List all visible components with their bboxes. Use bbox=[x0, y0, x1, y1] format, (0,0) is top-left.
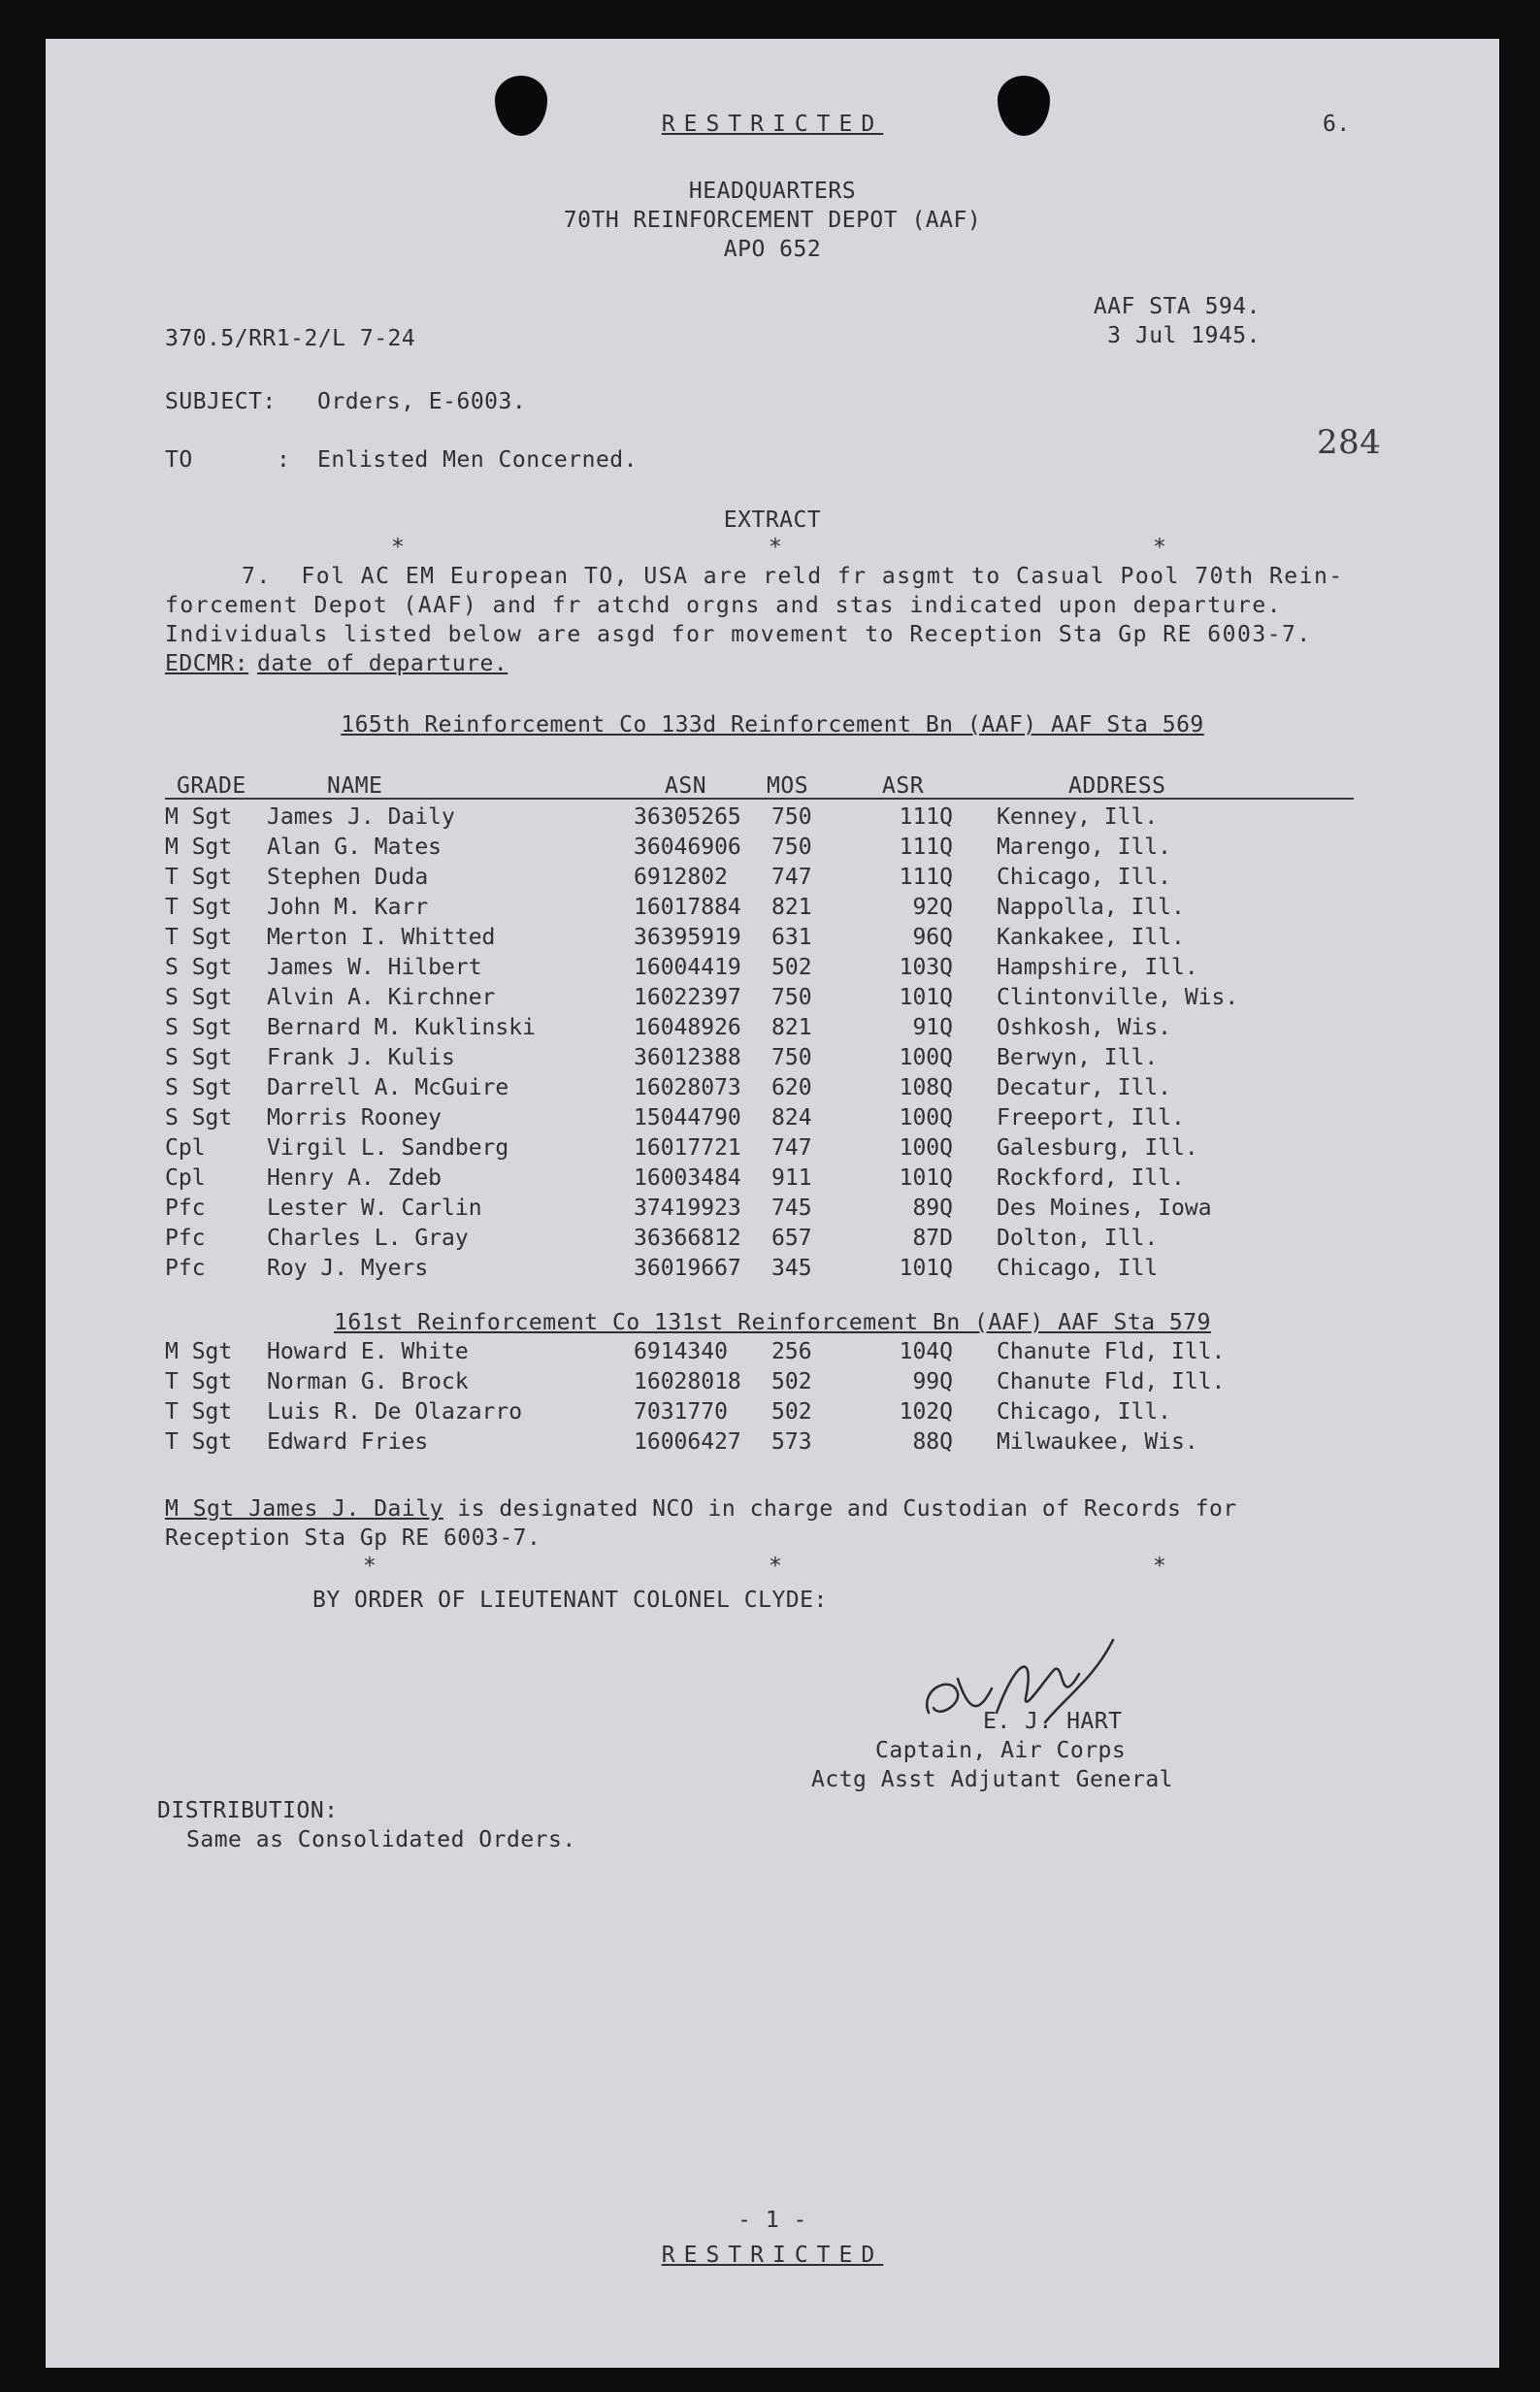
subject-label: SUBJECT: bbox=[165, 389, 277, 414]
cell-asn: 16003484 bbox=[634, 1165, 741, 1191]
cell-grade: M Sgt bbox=[165, 835, 233, 860]
paragraph-line-1: 7. Fol AC EM European TO, USA are reld fr asgmt to Casual Pool 70th Rein- bbox=[242, 564, 1344, 589]
cell-asr: 103Q bbox=[899, 955, 953, 980]
cell-grade: Pfc bbox=[165, 1256, 206, 1281]
cell-asr: 88Q bbox=[912, 1429, 953, 1455]
cell-asr: 102Q bbox=[899, 1399, 953, 1425]
file-reference: 370.5/RR1-2/L 7-24 bbox=[165, 326, 416, 351]
cell-address: Nappolla, Ill. bbox=[997, 895, 1185, 920]
cell-address: Decatur, Ill. bbox=[997, 1075, 1172, 1100]
cell-mos: 345 bbox=[771, 1256, 812, 1281]
asterisk-5: * bbox=[769, 1554, 783, 1579]
column-header-asr: ASR bbox=[882, 773, 925, 799]
cell-mos: 747 bbox=[771, 865, 812, 890]
cell-name: Merton I. Whitted bbox=[267, 925, 496, 950]
cell-address: Hampshire, Ill. bbox=[997, 955, 1198, 980]
footer-page-number: - 1 - bbox=[737, 2208, 807, 2233]
cell-address: Chanute Fld, Ill. bbox=[997, 1339, 1226, 1364]
cell-asn: 36019667 bbox=[634, 1256, 741, 1281]
cell-name: James W. Hilbert bbox=[267, 955, 482, 980]
cell-address: Dolton, Ill. bbox=[997, 1226, 1159, 1251]
cell-address: Milwaukee, Wis. bbox=[997, 1429, 1198, 1455]
cell-address: Freeport, Ill. bbox=[997, 1105, 1185, 1130]
nco-name: M Sgt James J. Daily bbox=[165, 1496, 443, 1522]
table-row bbox=[46, 954, 1499, 984]
column-header-grade: GRADE bbox=[177, 773, 246, 799]
cell-mos: 750 bbox=[771, 804, 812, 830]
cell-grade: T Sgt bbox=[165, 925, 233, 950]
table-row bbox=[46, 1428, 1499, 1458]
cell-asr: 100Q bbox=[899, 1135, 953, 1161]
org-line-3: APO 652 bbox=[723, 237, 822, 262]
table-row bbox=[46, 1104, 1499, 1134]
cell-address: Oshkosh, Wis. bbox=[997, 1015, 1172, 1040]
cell-grade: T Sgt bbox=[165, 865, 233, 890]
cell-name: Luis R. De Olazarro bbox=[267, 1399, 523, 1425]
cell-asn: 16028018 bbox=[634, 1369, 741, 1394]
cell-address: Kenney, Ill. bbox=[997, 804, 1159, 830]
classification-bottom: RESTRICTED bbox=[661, 2243, 884, 2268]
cell-asr: 111Q bbox=[899, 804, 953, 830]
page-number: 6. bbox=[1323, 112, 1351, 137]
cell-grade: T Sgt bbox=[165, 1429, 233, 1455]
cell-mos: 821 bbox=[771, 1015, 812, 1040]
cell-name: James J. Daily bbox=[267, 804, 455, 830]
cell-mos: 821 bbox=[771, 895, 812, 920]
group-2-title: 161st Reinforcement Co 131st Reinforcement Bn (AAF) AAF Sta 579 bbox=[334, 1310, 1211, 1335]
cell-asn: 16022397 bbox=[634, 985, 741, 1010]
subject-value: Orders, E-6003. bbox=[317, 389, 527, 414]
cell-address: Des Moines, Iowa bbox=[997, 1196, 1212, 1221]
cell-grade: S Sgt bbox=[165, 1075, 233, 1100]
cell-mos: 750 bbox=[771, 1045, 812, 1070]
cell-asn: 6912802 bbox=[634, 865, 728, 890]
table-row bbox=[46, 803, 1499, 834]
paragraph-line-2: forcement Depot (AAF) and fr atchd orgns and stas indicated upon departure. bbox=[165, 593, 1283, 618]
column-header-name: NAME bbox=[327, 773, 383, 799]
asterisk-2: * bbox=[769, 535, 783, 560]
cell-asr: 100Q bbox=[899, 1045, 953, 1070]
cell-asr: 91Q bbox=[912, 1015, 953, 1040]
cell-asn: 16006427 bbox=[634, 1429, 741, 1455]
table-row bbox=[46, 1164, 1499, 1195]
cell-address: Kankakee, Ill. bbox=[997, 925, 1185, 950]
cell-asr: 92Q bbox=[912, 895, 953, 920]
cell-grade: M Sgt bbox=[165, 1339, 233, 1364]
cell-grade: S Sgt bbox=[165, 1105, 233, 1130]
table-row bbox=[46, 984, 1499, 1014]
cell-grade: T Sgt bbox=[165, 895, 233, 920]
cell-asr: 89Q bbox=[912, 1196, 953, 1221]
distribution-label: DISTRIBUTION: bbox=[157, 1798, 339, 1823]
edcmr-value: date of departure. bbox=[257, 651, 508, 676]
cell-mos: 631 bbox=[771, 925, 812, 950]
cell-address: Chanute Fld, Ill. bbox=[997, 1369, 1226, 1394]
cell-name: Frank J. Kulis bbox=[267, 1045, 455, 1070]
cell-asr: 111Q bbox=[899, 835, 953, 860]
cell-asr: 108Q bbox=[899, 1075, 953, 1100]
cell-asn: 15044790 bbox=[634, 1105, 741, 1130]
signature-name: E. J. HART bbox=[983, 1709, 1123, 1734]
cell-asr: 101Q bbox=[899, 1256, 953, 1281]
cell-mos: 747 bbox=[771, 1135, 812, 1161]
table-row bbox=[46, 1195, 1499, 1225]
table-row bbox=[46, 1368, 1499, 1398]
asterisk-3: * bbox=[1153, 535, 1167, 560]
cell-asn: 36046906 bbox=[634, 835, 741, 860]
group-1-title: 165th Reinforcement Co 133d Reinforcement Bn (AAF) AAF Sta 569 bbox=[341, 712, 1204, 737]
cell-asr: 96Q bbox=[912, 925, 953, 950]
cell-asn: 16028073 bbox=[634, 1075, 741, 1100]
cell-mos: 745 bbox=[771, 1196, 812, 1221]
cell-mos: 256 bbox=[771, 1339, 812, 1364]
table-row bbox=[46, 1338, 1499, 1368]
cell-address: Clintonville, Wis. bbox=[997, 985, 1239, 1010]
cell-grade: S Sgt bbox=[165, 955, 233, 980]
cell-grade: Cpl bbox=[165, 1135, 206, 1161]
cell-asn: 7031770 bbox=[634, 1399, 728, 1425]
cell-name: John M. Karr bbox=[267, 895, 429, 920]
table-row bbox=[46, 1014, 1499, 1044]
edcmr-label: EDCMR: bbox=[165, 651, 249, 676]
table-row bbox=[46, 1255, 1499, 1285]
cell-name: Morris Rooney bbox=[267, 1105, 442, 1130]
cell-asr: 111Q bbox=[899, 865, 953, 890]
cell-asr: 104Q bbox=[899, 1339, 953, 1364]
cell-grade: Pfc bbox=[165, 1196, 206, 1221]
cell-asr: 101Q bbox=[899, 985, 953, 1010]
cell-grade: T Sgt bbox=[165, 1399, 233, 1425]
cell-asr: 100Q bbox=[899, 1105, 953, 1130]
cell-name: Alvin A. Kirchner bbox=[267, 985, 496, 1010]
table-row bbox=[46, 864, 1499, 894]
cell-asn: 36366812 bbox=[634, 1226, 741, 1251]
table-row bbox=[46, 1044, 1499, 1074]
cell-name: Howard E. White bbox=[267, 1339, 469, 1364]
cell-grade: S Sgt bbox=[165, 985, 233, 1010]
table-row bbox=[46, 1074, 1499, 1104]
cell-mos: 502 bbox=[771, 1369, 812, 1394]
to-separator: : bbox=[277, 447, 291, 473]
extract-heading: EXTRACT bbox=[723, 508, 822, 533]
asterisk-6: * bbox=[1153, 1554, 1167, 1579]
cell-name: Norman G. Brock bbox=[267, 1369, 469, 1394]
by-order-line: BY ORDER OF LIEUTENANT COLONEL CLYDE: bbox=[312, 1588, 828, 1613]
cell-grade: Pfc bbox=[165, 1226, 206, 1251]
asterisk-1: * bbox=[391, 535, 406, 560]
cell-asn: 37419923 bbox=[634, 1196, 741, 1221]
cell-asn: 36395919 bbox=[634, 925, 741, 950]
cell-name: Alan G. Mates bbox=[267, 835, 442, 860]
cell-asn: 6914340 bbox=[634, 1339, 728, 1364]
cell-address: Chicago, Ill bbox=[997, 1256, 1159, 1281]
cell-address: Berwyn, Ill. bbox=[997, 1045, 1159, 1070]
nco-line-1 bbox=[165, 1495, 1237, 1523]
cell-grade: Cpl bbox=[165, 1165, 206, 1191]
table-row bbox=[46, 894, 1499, 924]
classification-top: RESTRICTED bbox=[661, 112, 884, 137]
cell-mos: 824 bbox=[771, 1105, 812, 1130]
document-page bbox=[46, 39, 1499, 2368]
stamp-number: 284 bbox=[1317, 423, 1382, 462]
column-header-address: ADDRESS bbox=[1068, 773, 1166, 799]
cell-address: Marengo, Ill. bbox=[997, 835, 1172, 860]
cell-asn: 16017721 bbox=[634, 1135, 741, 1161]
header-rule bbox=[165, 798, 1354, 800]
cell-asn: 36012388 bbox=[634, 1045, 741, 1070]
cell-asr: 99Q bbox=[912, 1369, 953, 1394]
cell-mos: 573 bbox=[771, 1429, 812, 1455]
table-row bbox=[46, 1134, 1499, 1164]
nco-line-2: Reception Sta Gp RE 6003-7. bbox=[165, 1525, 541, 1551]
to-value: Enlisted Men Concerned. bbox=[317, 447, 638, 473]
column-header-mos: MOS bbox=[767, 773, 809, 799]
station: AAF STA 594. bbox=[1093, 294, 1261, 319]
org-line-1: HEADQUARTERS bbox=[688, 179, 857, 204]
signature-title: Actg Asst Adjutant General bbox=[811, 1767, 1174, 1792]
cell-name: Charles L. Gray bbox=[267, 1226, 469, 1251]
cell-mos: 750 bbox=[771, 835, 812, 860]
paragraph-line-3: Individuals listed below are asgd for movement to Reception Sta Gp RE 6003-7. bbox=[165, 622, 1312, 647]
cell-asn: 16048926 bbox=[634, 1015, 741, 1040]
cell-grade: T Sgt bbox=[165, 1369, 233, 1394]
cell-name: Lester W. Carlin bbox=[267, 1196, 482, 1221]
cell-name: Edward Fries bbox=[267, 1429, 429, 1455]
cell-name: Darrell A. McGuire bbox=[267, 1075, 509, 1100]
cell-asn: 16017884 bbox=[634, 895, 741, 920]
table-row bbox=[46, 1398, 1499, 1428]
cell-mos: 502 bbox=[771, 955, 812, 980]
cell-name: Roy J. Myers bbox=[267, 1256, 429, 1281]
cell-asn: 36305265 bbox=[634, 804, 741, 830]
to-label: TO bbox=[165, 447, 193, 473]
cell-name: Stephen Duda bbox=[267, 865, 429, 890]
date: 3 Jul 1945. bbox=[1107, 323, 1261, 348]
cell-asn: 16004419 bbox=[634, 955, 741, 980]
cell-name: Henry A. Zdeb bbox=[267, 1165, 442, 1191]
distribution-value: Same as Consolidated Orders. bbox=[186, 1827, 576, 1852]
table-row bbox=[46, 924, 1499, 954]
cell-mos: 657 bbox=[771, 1226, 812, 1251]
cell-asr: 101Q bbox=[899, 1165, 953, 1191]
cell-address: Rockford, Ill. bbox=[997, 1165, 1185, 1191]
cell-mos: 620 bbox=[771, 1075, 812, 1100]
table-row bbox=[46, 1225, 1499, 1255]
cell-grade: S Sgt bbox=[165, 1045, 233, 1070]
signature-rank: Captain, Air Corps bbox=[875, 1738, 1127, 1763]
cell-asr: 87D bbox=[912, 1226, 953, 1251]
cell-grade: M Sgt bbox=[165, 804, 233, 830]
cell-address: Chicago, Ill. bbox=[997, 865, 1172, 890]
column-header-asn: ASN bbox=[665, 773, 707, 799]
cell-grade: S Sgt bbox=[165, 1015, 233, 1040]
cell-name: Virgil L. Sandberg bbox=[267, 1135, 509, 1161]
cell-mos: 750 bbox=[771, 985, 812, 1010]
cell-address: Chicago, Ill. bbox=[997, 1399, 1172, 1425]
nco-text: is designated NCO in charge and Custodian of Records for bbox=[442, 1496, 1237, 1522]
asterisk-4: * bbox=[363, 1554, 377, 1579]
cell-address: Galesburg, Ill. bbox=[997, 1135, 1198, 1161]
table-row bbox=[46, 834, 1499, 864]
cell-mos: 502 bbox=[771, 1399, 812, 1425]
cell-name: Bernard M. Kuklinski bbox=[267, 1015, 536, 1040]
cell-mos: 911 bbox=[771, 1165, 812, 1191]
org-line-2: 70TH REINFORCEMENT DEPOT (AAF) bbox=[563, 208, 982, 233]
